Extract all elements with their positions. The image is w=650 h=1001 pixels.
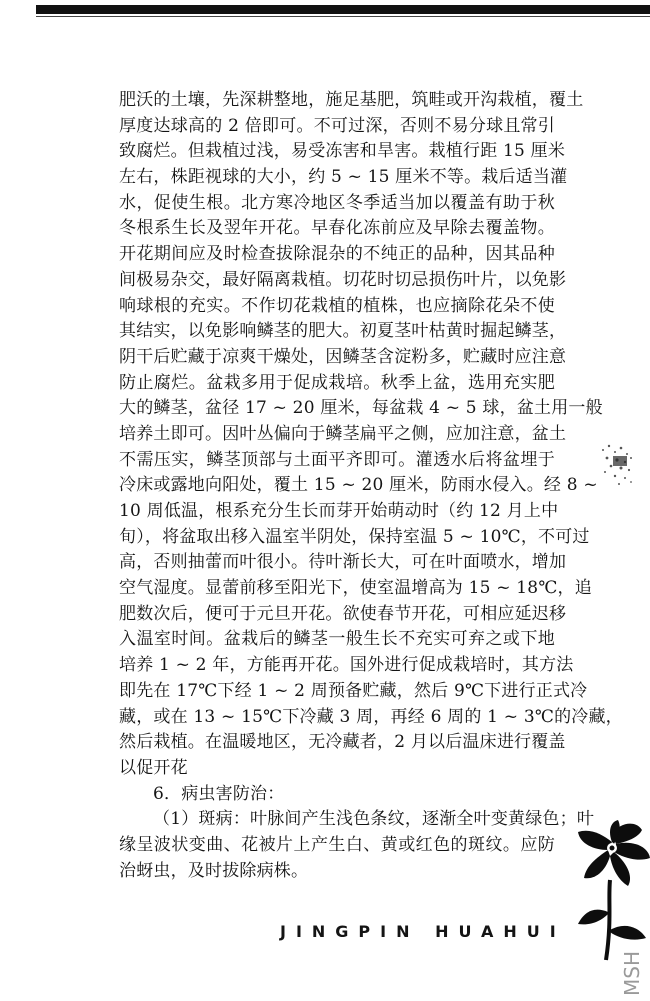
page-body (119, 88, 623, 884)
text-line: 藏，或在 13 ~ 15℃下冷藏 3 周，再经 6 周的 1 ~ 3℃的冷藏， (119, 706, 623, 727)
text-line: （1）斑病：叶脉间产生浅色条纹，逐渐全叶变黄绿色；叶 (153, 809, 595, 830)
text-line: 高，否则抽蕾而叶很小。待叶渐长大，可在叶面喷水，增加 (119, 552, 567, 573)
text-line: 阴干后贮藏于凉爽干燥处，因鳞茎含淀粉多，贮藏时应注意 (119, 346, 567, 367)
scan-noise-mark (595, 440, 635, 490)
text-line: 防止腐烂。盆栽多用于促成栽培。秋季上盆，选用充实肥 (119, 372, 555, 393)
text-line: 然后栽植。在温暖地区，无冷藏者，2 月以后温床进行覆盖 (119, 732, 566, 753)
running-footer: JINGPIN HUAHUI (280, 922, 566, 941)
text-line: 培养 1 ~ 2 年，方能再开花。国外进行促成栽培时，其方法 (119, 655, 574, 676)
text-line: 缘呈波状变曲、花被片上产生白、黄或红色的斑纹。应防 (119, 834, 555, 855)
text-line: 即先在 17℃下经 1 ~ 2 周预备贮藏，然后 9℃下进行正式冷 (119, 680, 588, 701)
text-line: 间极易杂交，最好隔离栽植。切花时切忌损伤叶片，以免影 (119, 269, 567, 290)
text-line: 致腐烂。但栽植过浅，易受冻害和旱害。栽植行距 15 厘米 (119, 141, 566, 162)
text-line: 入温室时间。盆栽后的鳞茎一般生长不充实可弃之或下地 (119, 629, 555, 650)
text-line: 10 周低温，根系充分生长而芽开始萌动时（约 12 月上中 (119, 501, 559, 521)
text-line: 培养土即可。因叶丛偏向于鳞茎扁平之侧，应加注意，盆土 (119, 423, 567, 444)
text-line: 治蚜虫，及时拔除病株。 (119, 860, 309, 881)
section-heading: 6．病虫害防治： (153, 783, 285, 804)
text-line: 大的鳞茎，盆径 17 ~ 20 厘米，每盆栽 4 ~ 5 球，盆土用一般 (119, 398, 603, 419)
header-rule (36, 5, 650, 14)
text-line: 冷床或露地向阳处，覆土 15 ~ 20 厘米，防雨水侵入。经 8 ~ (119, 475, 598, 496)
text-line: 不需压实，鳞茎顶部与土面平齐即可。灌透水后将盆埋于 (119, 449, 555, 470)
text-line: 冬根系生长及翌年开花。早春化冻前应及早除去覆盖物。 (119, 218, 555, 239)
text-line: 空气湿度。显蕾前移至阳光下，使室温增高为 15 ~ 18℃，追 (119, 578, 592, 599)
text-line: 响球根的充实。不作切花栽植的植株，也应摘除花朵不使 (119, 295, 555, 316)
text-line: 左右，株距视球的大小，约 5 ~ 15 厘米不等。栽后适当灌 (119, 167, 568, 188)
text-line: 旬），将盆取出移入温室半阴处，保持室温 5 ~ 10℃，不可过 (119, 526, 590, 547)
text-line: 肥数次后，便可于元旦开花。欲使春节开花，可相应延迟移 (119, 603, 567, 624)
text-line: 开花期间应及时检查拔除混杂的不纯正的品种，因其品种 (119, 244, 555, 265)
text-line: 水，促使生根。北方寒冷地区冬季适当加以覆盖有助于秋 (119, 192, 555, 213)
text-line: 肥沃的土壤，先深耕整地，施足基肥，筑畦或开沟栽植，覆土 (119, 90, 584, 110)
text-line: 厚度达球高的 2 倍即可。不可过深，否则不易分球且常引 (119, 115, 555, 136)
text-line: 以促开花 (119, 757, 188, 778)
header-rule-thin (36, 16, 650, 17)
text-line: 其结实，以免影响鳞茎的肥大。初夏茎叶枯黄时掘起鳞茎， (119, 321, 567, 342)
corner-watermark: MSH (620, 951, 644, 996)
